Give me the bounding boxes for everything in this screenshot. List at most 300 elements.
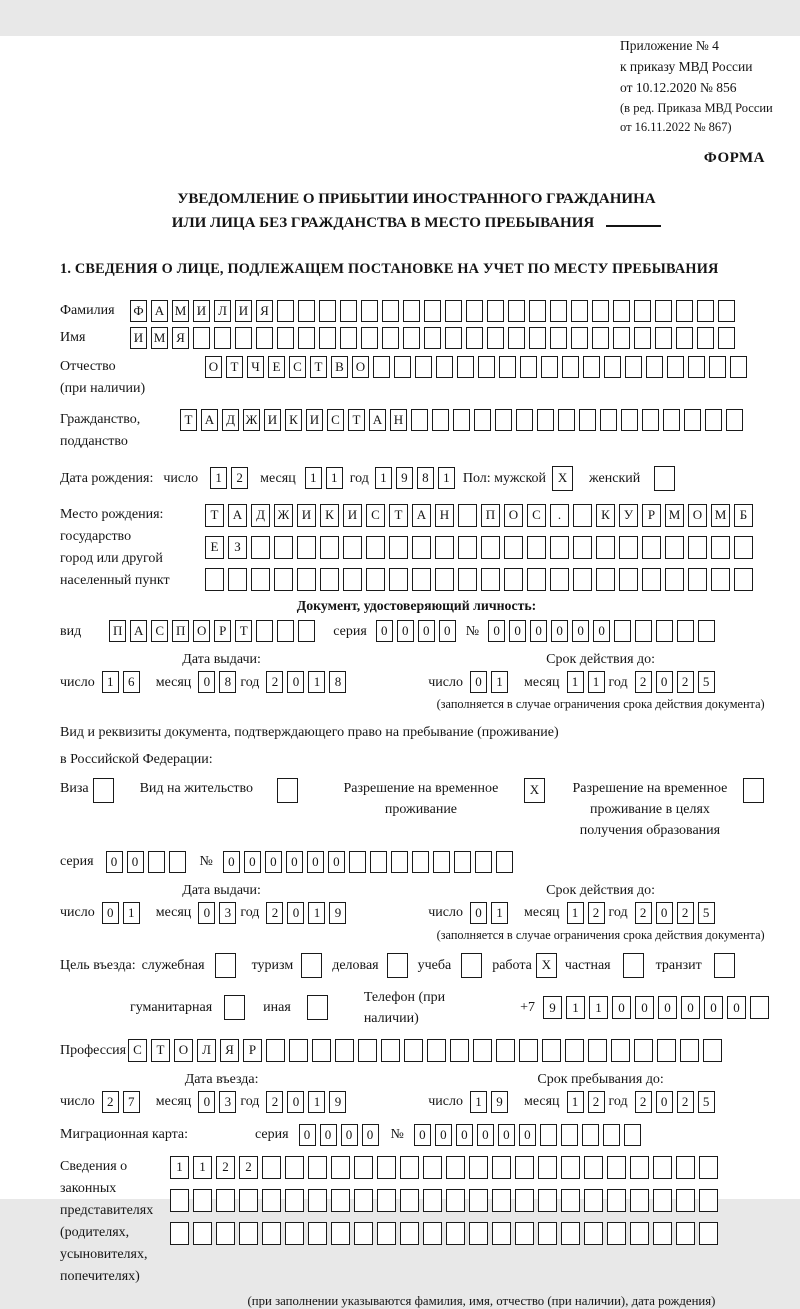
month-label: месяц	[523, 905, 560, 921]
char-cell	[474, 409, 491, 431]
char-cell: 3	[219, 1091, 236, 1113]
valid-month-boxes	[567, 671, 609, 693]
char-cell	[613, 327, 630, 349]
number-label: №	[465, 623, 480, 639]
char-cell	[331, 1222, 350, 1245]
title-line-1: УВЕДОМЛЕНИЕ О ПРИБЫТИИ ИНОСТРАННОГО ГРАЖДАНИНА	[177, 190, 656, 207]
char-cell	[354, 1156, 373, 1179]
char-cell	[93, 778, 114, 803]
char-cell: 0	[223, 851, 240, 873]
char-cell	[718, 327, 735, 349]
char-cell	[446, 1222, 465, 1245]
char-cell	[592, 300, 609, 322]
purpose-transit-label: транзит	[655, 957, 702, 973]
char-cell	[654, 466, 675, 491]
month-label: месяц	[523, 674, 560, 690]
char-cell: П	[481, 504, 500, 527]
char-cell: Т	[348, 409, 365, 431]
phone-prefix: +7	[520, 1000, 535, 1016]
char-cell	[688, 356, 705, 378]
option-visa-label: Виза	[60, 780, 89, 796]
char-cell	[469, 1156, 488, 1179]
profession-boxes	[128, 1039, 726, 1062]
char-cell	[508, 327, 525, 349]
char-cell	[481, 568, 500, 591]
char-cell	[274, 536, 293, 559]
char-cell: О	[174, 1039, 193, 1062]
char-cell	[235, 327, 252, 349]
purpose-transit-checkbox	[714, 953, 739, 978]
char-cell	[308, 1222, 327, 1245]
purpose-study-checkbox	[461, 953, 486, 978]
char-cell	[466, 327, 483, 349]
char-cell: 2	[266, 1091, 283, 1113]
char-cell: Н	[435, 504, 454, 527]
char-cell	[657, 1039, 676, 1062]
char-cell: Е	[205, 536, 224, 559]
char-cell: 2	[216, 1156, 235, 1179]
char-cell: С	[151, 620, 168, 642]
char-cell: X	[524, 778, 545, 803]
representatives-note: (при заполнении указываются фамилия, имя, отчество (при наличии), дата рождения)	[247, 1294, 716, 1309]
option-temp-residence-education-label: Разрешение на временное проживание в целях получения образования	[572, 780, 728, 838]
purpose-tourism-label: туризм	[251, 957, 294, 973]
char-cell: К	[320, 504, 339, 527]
char-cell	[630, 1222, 649, 1245]
char-cell: А	[151, 300, 168, 322]
char-cell: Т	[205, 504, 224, 527]
purpose-label: Цель въезда:	[60, 957, 136, 973]
char-cell: 0	[656, 1091, 673, 1113]
char-cell	[382, 300, 399, 322]
issue-day-boxes	[102, 902, 144, 924]
char-cell: 0	[106, 851, 123, 873]
char-cell: 9	[329, 902, 346, 924]
char-cell	[561, 1222, 580, 1245]
char-cell: О	[352, 356, 369, 378]
char-cell: Н	[390, 409, 407, 431]
char-cell	[515, 1222, 534, 1245]
char-cell	[400, 1222, 419, 1245]
purpose-business-checkbox	[387, 953, 412, 978]
char-cell	[604, 356, 621, 378]
char-cell: 1	[567, 902, 584, 924]
year-label: год	[240, 674, 260, 690]
char-cell	[519, 1039, 538, 1062]
purpose-work-label: работа	[492, 957, 532, 973]
purpose-work-checkbox	[536, 953, 561, 978]
char-cell	[527, 568, 546, 591]
char-cell	[435, 568, 454, 591]
char-cell	[394, 356, 411, 378]
residence-doc-series-boxes	[106, 851, 190, 873]
char-cell	[423, 1189, 442, 1212]
char-cell: Л	[214, 300, 231, 322]
char-cell	[676, 300, 693, 322]
char-cell: 0	[299, 1124, 316, 1146]
year-label: год	[349, 470, 369, 486]
char-cell: О	[205, 356, 222, 378]
char-cell	[343, 536, 362, 559]
char-cell	[285, 1156, 304, 1179]
char-cell: 1	[305, 467, 322, 489]
char-cell	[665, 536, 684, 559]
char-cell	[677, 620, 694, 642]
char-cell: 0	[704, 996, 723, 1019]
char-cell: 0	[198, 1091, 215, 1113]
char-cell	[319, 327, 336, 349]
birthdate-month-boxes	[305, 467, 347, 489]
char-cell	[478, 356, 495, 378]
char-cell	[277, 778, 298, 803]
char-cell: И	[130, 327, 147, 349]
char-cell: 1	[308, 1091, 325, 1113]
char-cell	[634, 327, 651, 349]
char-cell	[684, 409, 701, 431]
char-cell	[592, 327, 609, 349]
char-cell: 0	[727, 996, 746, 1019]
char-cell: 0	[656, 902, 673, 924]
char-cell: И	[297, 504, 316, 527]
char-cell: 8	[329, 671, 346, 693]
char-cell: 0	[102, 902, 119, 924]
phone-boxes	[543, 996, 773, 1019]
char-cell	[450, 1039, 469, 1062]
char-cell	[537, 409, 554, 431]
char-cell	[424, 327, 441, 349]
residence-doc-options-row	[60, 778, 773, 841]
char-cell	[607, 1189, 626, 1212]
char-cell: Т	[226, 356, 243, 378]
char-cell	[630, 1156, 649, 1179]
char-cell: 2	[677, 671, 694, 693]
char-cell	[571, 300, 588, 322]
phone-label: Телефон (при наличии)	[363, 989, 446, 1026]
char-cell	[529, 300, 546, 322]
char-cell: Я	[256, 300, 273, 322]
purpose-official-label: служебная	[141, 957, 205, 973]
char-cell	[412, 536, 431, 559]
char-cell	[688, 536, 707, 559]
char-cell: 0	[658, 996, 677, 1019]
birthdate-row	[60, 466, 773, 491]
char-cell	[655, 327, 672, 349]
char-cell	[445, 300, 462, 322]
char-cell	[458, 504, 477, 527]
migration-card-number-boxes	[414, 1124, 645, 1146]
char-cell	[698, 620, 715, 642]
char-cell	[214, 327, 231, 349]
char-cell	[256, 327, 273, 349]
char-cell: Т	[389, 504, 408, 527]
option-residence-permit-label: Вид на жительство	[139, 780, 253, 796]
char-cell	[412, 568, 431, 591]
char-cell	[540, 1124, 557, 1146]
char-cell: 1	[170, 1156, 189, 1179]
birthplace-boxes-line-2	[205, 536, 757, 559]
char-cell: Т	[151, 1039, 170, 1062]
char-cell	[391, 851, 408, 873]
profession-row	[60, 1039, 773, 1062]
residence-doc-valid-group: Срок действия до: число 0 1 месяц 1 2 год 2 0 2 5 (заполняется в случае ограничения срока действия документа)	[428, 883, 773, 943]
char-cell	[603, 1124, 620, 1146]
option-temp-residence-label: Разрешение на временное проживание	[343, 780, 499, 817]
char-cell	[699, 1156, 718, 1179]
char-cell	[457, 356, 474, 378]
char-cell: 2	[635, 1091, 652, 1113]
char-cell	[614, 620, 631, 642]
char-cell	[458, 536, 477, 559]
char-cell: X	[536, 953, 557, 978]
char-cell: Я	[220, 1039, 239, 1062]
char-cell	[427, 1039, 446, 1062]
char-cell: 0	[286, 851, 303, 873]
day-label: число	[60, 1094, 95, 1110]
char-cell	[634, 300, 651, 322]
char-cell: 8	[219, 671, 236, 693]
char-cell: К	[285, 409, 302, 431]
char-cell: 0	[681, 996, 700, 1019]
firstname-row	[60, 327, 773, 349]
representatives-row	[60, 1156, 773, 1289]
char-cell: 1	[308, 902, 325, 924]
char-cell: 5	[698, 671, 715, 693]
char-cell: Т	[180, 409, 197, 431]
char-cell	[492, 1189, 511, 1212]
char-cell	[453, 409, 470, 431]
migration-card-label: Миграционная карта:	[60, 1127, 189, 1143]
char-cell	[676, 1222, 695, 1245]
char-cell	[308, 1156, 327, 1179]
purpose-tourism-checkbox	[301, 953, 326, 978]
purpose-private-label: частная	[564, 957, 611, 973]
char-cell	[473, 1039, 492, 1062]
char-cell: 1	[102, 671, 119, 693]
char-cell	[412, 851, 429, 873]
char-cell: 0	[307, 851, 324, 873]
char-cell	[714, 953, 735, 978]
char-cell: 0	[498, 1124, 515, 1146]
char-cell: Р	[243, 1039, 262, 1062]
appendix-line: Приложение № 4	[620, 38, 719, 53]
char-cell	[370, 851, 387, 873]
char-cell	[504, 536, 523, 559]
entry-year-boxes	[266, 1091, 350, 1113]
char-cell	[193, 1222, 212, 1245]
char-cell	[400, 1189, 419, 1212]
char-cell: 0	[656, 671, 673, 693]
char-cell	[423, 1222, 442, 1245]
month-label: месяц	[523, 1094, 560, 1110]
char-cell	[705, 409, 722, 431]
char-cell	[709, 356, 726, 378]
series-label: серия	[60, 854, 94, 870]
char-cell	[667, 356, 684, 378]
char-cell: 1	[438, 467, 455, 489]
char-cell	[382, 327, 399, 349]
char-cell: 2	[102, 1091, 119, 1113]
citizenship-boxes	[180, 409, 747, 431]
char-cell: Ж	[243, 409, 260, 431]
char-cell	[373, 356, 390, 378]
char-cell	[584, 1189, 603, 1212]
appendix-line: к приказу МВД России	[620, 58, 753, 74]
entry-month-boxes	[198, 1091, 240, 1113]
char-cell	[224, 995, 245, 1020]
birthdate-label: Дата рождения:	[60, 470, 154, 486]
amendment-line: от 16.11.2022 № 867)	[620, 120, 732, 135]
char-cell	[515, 1156, 534, 1179]
char-cell: 0	[509, 620, 526, 642]
series-label: серия	[333, 623, 367, 639]
char-cell: 0	[198, 902, 215, 924]
char-cell: С	[128, 1039, 147, 1062]
char-cell	[400, 1156, 419, 1179]
purpose-official-checkbox	[215, 953, 240, 978]
appendix-block	[620, 36, 773, 138]
char-cell: О	[504, 504, 523, 527]
char-cell	[600, 409, 617, 431]
issue-year-boxes	[266, 902, 350, 924]
char-cell	[170, 1189, 189, 1212]
char-cell: 0	[127, 851, 144, 873]
char-cell	[169, 851, 186, 873]
char-cell: С	[289, 356, 306, 378]
char-cell	[492, 1156, 511, 1179]
char-cell	[492, 1222, 511, 1245]
char-cell: 9	[543, 996, 562, 1019]
char-cell: Р	[642, 504, 661, 527]
char-cell: П	[109, 620, 126, 642]
birthplace-boxes-line-1	[205, 504, 757, 527]
char-cell	[584, 1156, 603, 1179]
valid-year-boxes	[635, 671, 719, 693]
char-cell: Л	[197, 1039, 216, 1062]
option-visa-checkbox	[93, 778, 118, 803]
char-cell: С	[366, 504, 385, 527]
stay-month-boxes	[567, 1091, 609, 1113]
purpose-business-label: деловая	[332, 957, 379, 973]
char-cell	[515, 1189, 534, 1212]
char-cell	[285, 1189, 304, 1212]
issue-month-boxes	[198, 671, 240, 693]
year-label: год	[240, 1094, 260, 1110]
char-cell	[335, 1039, 354, 1062]
char-cell: 2	[239, 1156, 258, 1179]
char-cell	[743, 778, 764, 803]
valid-year-boxes	[635, 902, 719, 924]
char-cell	[461, 953, 482, 978]
purpose-other-label: иная	[263, 1000, 291, 1016]
identity-doc-issue-group: Дата выдачи: число 1 6 месяц 0 8 год 2 0 1 8	[60, 652, 383, 693]
char-cell	[312, 1039, 331, 1062]
issue-month-boxes	[198, 902, 240, 924]
patronymic-boxes	[205, 356, 751, 378]
char-cell	[262, 1156, 281, 1179]
char-cell: 0	[414, 1124, 431, 1146]
char-cell	[343, 568, 362, 591]
char-cell	[663, 409, 680, 431]
char-cell: М	[665, 504, 684, 527]
residence-doc-dates	[60, 883, 773, 943]
char-cell: И	[306, 409, 323, 431]
char-cell	[499, 356, 516, 378]
char-cell	[573, 504, 592, 527]
char-cell: 9	[491, 1091, 508, 1113]
representatives-boxes-line-3	[170, 1222, 722, 1245]
char-cell	[623, 953, 644, 978]
char-cell	[320, 536, 339, 559]
char-cell: 0	[418, 620, 435, 642]
char-cell	[469, 1222, 488, 1245]
char-cell: 0	[287, 671, 304, 693]
validity-note: (заполняется в случае ограничения срока действия документа)	[436, 697, 765, 712]
char-cell: 0	[456, 1124, 473, 1146]
char-cell	[256, 620, 273, 642]
char-cell	[613, 300, 630, 322]
surname-boxes	[130, 300, 739, 322]
char-cell: .	[550, 504, 569, 527]
char-cell	[277, 300, 294, 322]
char-cell: 1	[491, 671, 508, 693]
identity-doc-series-boxes	[376, 620, 460, 642]
char-cell	[726, 409, 743, 431]
char-cell	[562, 356, 579, 378]
char-cell	[571, 327, 588, 349]
document-title	[60, 187, 773, 235]
char-cell: 0	[198, 671, 215, 693]
char-cell: 0	[488, 620, 505, 642]
char-cell	[573, 536, 592, 559]
char-cell: 8	[417, 467, 434, 489]
char-cell: Я	[172, 327, 189, 349]
char-cell	[624, 1124, 641, 1146]
char-cell	[680, 1039, 699, 1062]
char-cell: 0	[439, 620, 456, 642]
char-cell: 1	[123, 902, 140, 924]
char-cell: В	[331, 356, 348, 378]
char-cell	[458, 568, 477, 591]
char-cell: Т	[310, 356, 327, 378]
char-cell: 2	[588, 1091, 605, 1113]
char-cell	[424, 300, 441, 322]
citizenship-label: Гражданство, подданство	[60, 411, 141, 449]
char-cell: 1	[210, 467, 227, 489]
char-cell: Е	[268, 356, 285, 378]
month-label: месяц	[155, 674, 192, 690]
char-cell	[750, 996, 769, 1019]
char-cell: 9	[396, 467, 413, 489]
char-cell: И	[264, 409, 281, 431]
char-cell	[298, 620, 315, 642]
char-cell	[508, 300, 525, 322]
char-cell: Ч	[247, 356, 264, 378]
char-cell	[277, 327, 294, 349]
char-cell	[625, 356, 642, 378]
day-label: число	[163, 470, 199, 486]
char-cell	[469, 1189, 488, 1212]
identity-doc-kind-row	[60, 620, 773, 642]
char-cell	[216, 1222, 235, 1245]
entry-day-boxes	[102, 1091, 144, 1113]
char-cell	[466, 300, 483, 322]
char-cell	[262, 1189, 281, 1212]
char-cell: 1	[567, 671, 584, 693]
stay-day-boxes	[470, 1091, 512, 1113]
char-cell: 1	[491, 902, 508, 924]
char-cell	[561, 1156, 580, 1179]
char-cell	[193, 1189, 212, 1212]
